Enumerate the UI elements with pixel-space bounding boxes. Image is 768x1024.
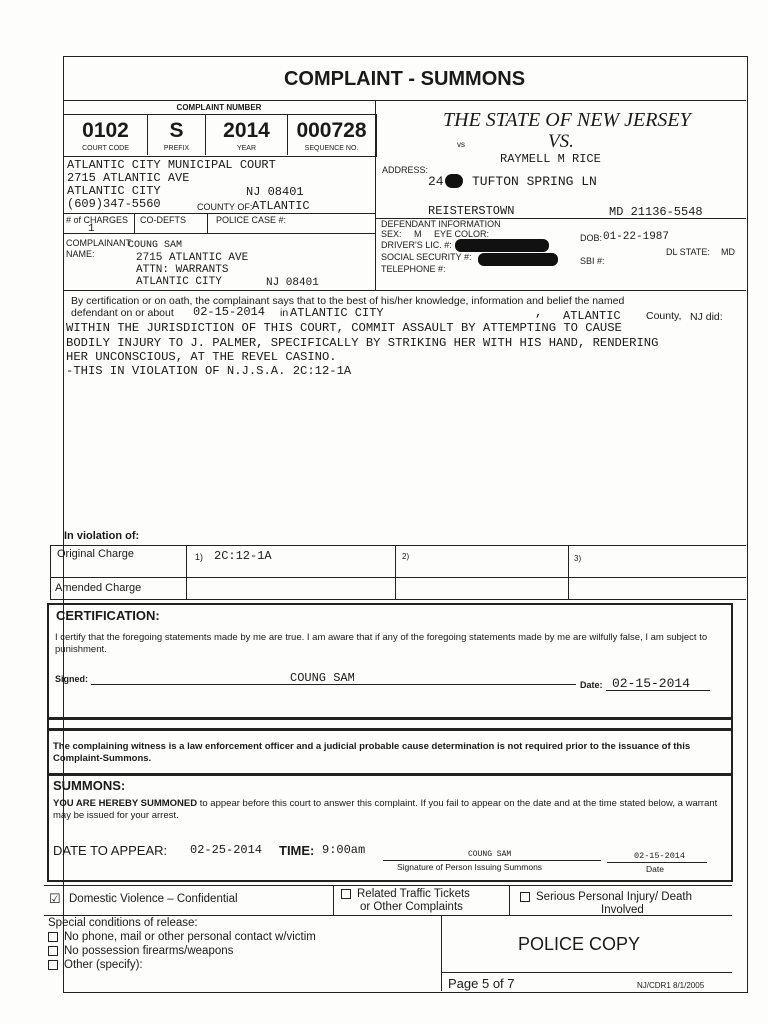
checkbox-icon[interactable] (48, 946, 58, 956)
complainant-state-zip: NJ 08401 (266, 277, 319, 289)
charges-heading: In violation of: (64, 530, 140, 542)
signed-name: COUNG SAM (290, 671, 355, 685)
certification-heading: CERTIFICATION: (56, 608, 160, 623)
narrative-line: WITHIN THE JURISDICTION OF THIS COURT, COMMIT ASSAULT BY ATTEMPTING TO CAUSE (66, 321, 622, 335)
offense-date: 02-15-2014 (193, 305, 266, 319)
state-did: NJ did: (690, 311, 723, 323)
county-label: COUNTY OF: (197, 202, 253, 212)
traffic-flag[interactable] (341, 888, 470, 914)
form-id: NJ/CDR1 8/1/2005 (637, 981, 705, 990)
time-label: TIME: (279, 843, 315, 858)
defendant-state-zip: MD 21136-5548 (609, 205, 703, 219)
amended-charge-label: Amended Charge (55, 582, 142, 594)
appear-label: DATE TO APPEAR: (53, 843, 168, 858)
summons-heading: SUMMONS: (53, 778, 126, 793)
certification-text: I certify that the foregoing statements made by me are true. I am aware that if any of the foregoing statements made by me are wilfully false, I am subject to punishment. (55, 632, 708, 655)
dl-state-label: DL STATE: (666, 247, 710, 257)
complaint-number-label: COMPLAINT NUMBER (176, 103, 262, 112)
defendant-info-label: DEFENDANT INFORMATION (381, 219, 501, 229)
vs-line: VS. (548, 131, 574, 152)
narrative-line: BODILY INJURY TO J. PALMER, SPECIFICALLY BY STRIKING HER WITH HIS HAND, RENDERING (66, 336, 659, 350)
in-label: in (280, 307, 289, 319)
vs-scribble: vs (457, 140, 465, 149)
checkbox-icon[interactable] (341, 889, 351, 899)
divider (63, 100, 746, 101)
complainant-city: ATLANTIC CITY (136, 276, 222, 288)
narrative-line: -THIS IN VIOLATION OF N.J.S.A. 2C:12-1A (66, 364, 352, 378)
cert-date: 02-15-2014 (612, 676, 691, 691)
court-phone: (609)347-5560 (67, 197, 161, 211)
issue-date: 02-15-2014 (634, 851, 686, 861)
court-street: 2715 ATLANTIC AVE (67, 171, 190, 185)
complainant-street: 2715 ATLANTIC AVE (136, 252, 249, 264)
traffic-label-1: Related Traffic Tickets (357, 888, 470, 900)
release-heading: Special conditions of release: (48, 917, 198, 929)
phone-label: TELEPHONE #: (381, 264, 446, 274)
offense-county: ATLANTIC (563, 309, 621, 323)
sbi-label: SBI #: (580, 256, 605, 266)
release-item-label: No phone, mail or other personal contact w/victim (64, 931, 316, 943)
narrative-comma: , (535, 306, 543, 320)
year-label: YEAR (236, 145, 257, 152)
court-code-label: COURT CODE (82, 145, 129, 152)
prefix: S (169, 119, 184, 142)
county: ATLANTIC (252, 199, 310, 213)
police-copy: POLICE COPY (518, 934, 641, 954)
issuer-label: Signature of Person Issuing Summons (397, 862, 543, 872)
complainant-name-label: NAME: (66, 249, 95, 259)
complainant-label: COMPLAINANT (66, 238, 132, 248)
court-name: ATLANTIC CITY MUNICIPAL COURT (67, 158, 276, 172)
cert-date-label: Date: (580, 680, 603, 690)
issuer-name: COUNG SAM (468, 850, 512, 859)
release-item-label: No possession firearms/weapons (64, 945, 234, 957)
court-city: ATLANTIC CITY (67, 184, 161, 198)
checkbox-icon[interactable] (48, 932, 58, 942)
prefix-label: PREFIX (163, 145, 190, 152)
dv-label: Domestic Violence – Confidential (69, 893, 238, 905)
dv-check-icon[interactable]: ☑ (49, 891, 61, 906)
dl-state: MD (721, 247, 735, 257)
defendant-city: REISTERSTOWN (428, 204, 515, 218)
appear-time: 9:00am (322, 843, 366, 857)
codefts-label: CO-DEFTS (140, 215, 186, 225)
county-word: County, (646, 310, 682, 322)
summons-box (47, 774, 733, 882)
injury-label-2: Involved (601, 904, 644, 916)
summons-text (53, 798, 723, 822)
release-item[interactable] (48, 959, 143, 971)
charges-count: 1 (88, 223, 95, 235)
eye-color-label: EYE COLOR: (434, 229, 490, 239)
narrative-line: HER UNCONSCIOUS, AT THE REVEL CASINO. (66, 350, 337, 364)
probable-cause-text: The complaining witness is a law enforcement officer and a judicial probable cause determination is not required prior to the issuance of this Complaint-Summons. (53, 741, 691, 764)
charge-num-1: 1) (195, 552, 204, 562)
charge-num-3: 3) (574, 554, 582, 563)
sequence-no: 000728 (296, 119, 367, 142)
dob-label: DOB: (580, 233, 603, 243)
original-charge-label: Original Charge (57, 548, 135, 560)
sex-label: SEX: (381, 229, 402, 239)
dl-label: DRIVER'S LIC. #: (381, 240, 452, 250)
checkbox-icon[interactable] (520, 892, 530, 902)
defendant-street: TUFTON SPRING LN (472, 174, 597, 189)
redaction-mark (455, 239, 549, 252)
checkbox-icon[interactable] (48, 960, 58, 970)
injury-flag[interactable] (520, 891, 692, 917)
charge-num-2: 2) (402, 552, 410, 561)
injury-label-1: Serious Personal Injury/ Death (536, 891, 692, 903)
state-line: THE STATE OF NEW JERSEY (443, 109, 691, 131)
summons-text-rest: to appear before this court to answer this complaint. If you fail to appear on the date and at the time stated below, a warrant may be issued for your arrest. (53, 798, 718, 821)
court-state-zip: NJ 08401 (246, 185, 304, 199)
offense-place: ATLANTIC CITY (290, 306, 384, 320)
traffic-label-2: or Other Complaints (360, 901, 463, 913)
signed-label: Signed: (55, 674, 88, 684)
complainant-name: COUNG SAM (128, 240, 183, 251)
release-item-label: Other (specify): (64, 959, 143, 971)
page-indicator: Page 5 of 7 (448, 976, 515, 991)
sex-value: M (414, 229, 422, 239)
form-title: COMPLAINT - SUMMONS (283, 68, 526, 90)
street-prefix: 24 (428, 174, 444, 189)
ssn-label: SOCIAL SECURITY #: (381, 252, 472, 262)
police-case-label: POLICE CASE #: (216, 215, 287, 225)
issue-date-label: Date (646, 864, 664, 874)
sequence-label: SEQUENCE NO. (304, 145, 359, 152)
narrative-line2-pre: defendant on or about (71, 307, 174, 319)
release-item[interactable] (48, 945, 233, 957)
redaction-mark (445, 174, 463, 188)
defendant-name: RAYMELL M RICE (500, 152, 601, 166)
address-label: ADDRESS: (382, 165, 429, 175)
release-item[interactable] (48, 931, 316, 943)
redaction-mark (478, 253, 558, 266)
narrative-intro: By certification or on oath, the complainant says that to the best of his/her knowledge, information and belief the named (71, 295, 625, 307)
appear-date: 02-25-2014 (190, 843, 263, 857)
charge-1: 2C:12-1A (214, 549, 272, 563)
dob: 01-22-1987 (603, 231, 670, 243)
year: 2014 (223, 119, 270, 142)
court-code: 0102 (82, 119, 129, 142)
complainant-attn: ATTN: WARRANTS (136, 264, 229, 276)
charges-label: # of CHARGES (66, 215, 129, 225)
summons-text-bold: YOU ARE HEREBY SUMMONED (53, 798, 198, 809)
